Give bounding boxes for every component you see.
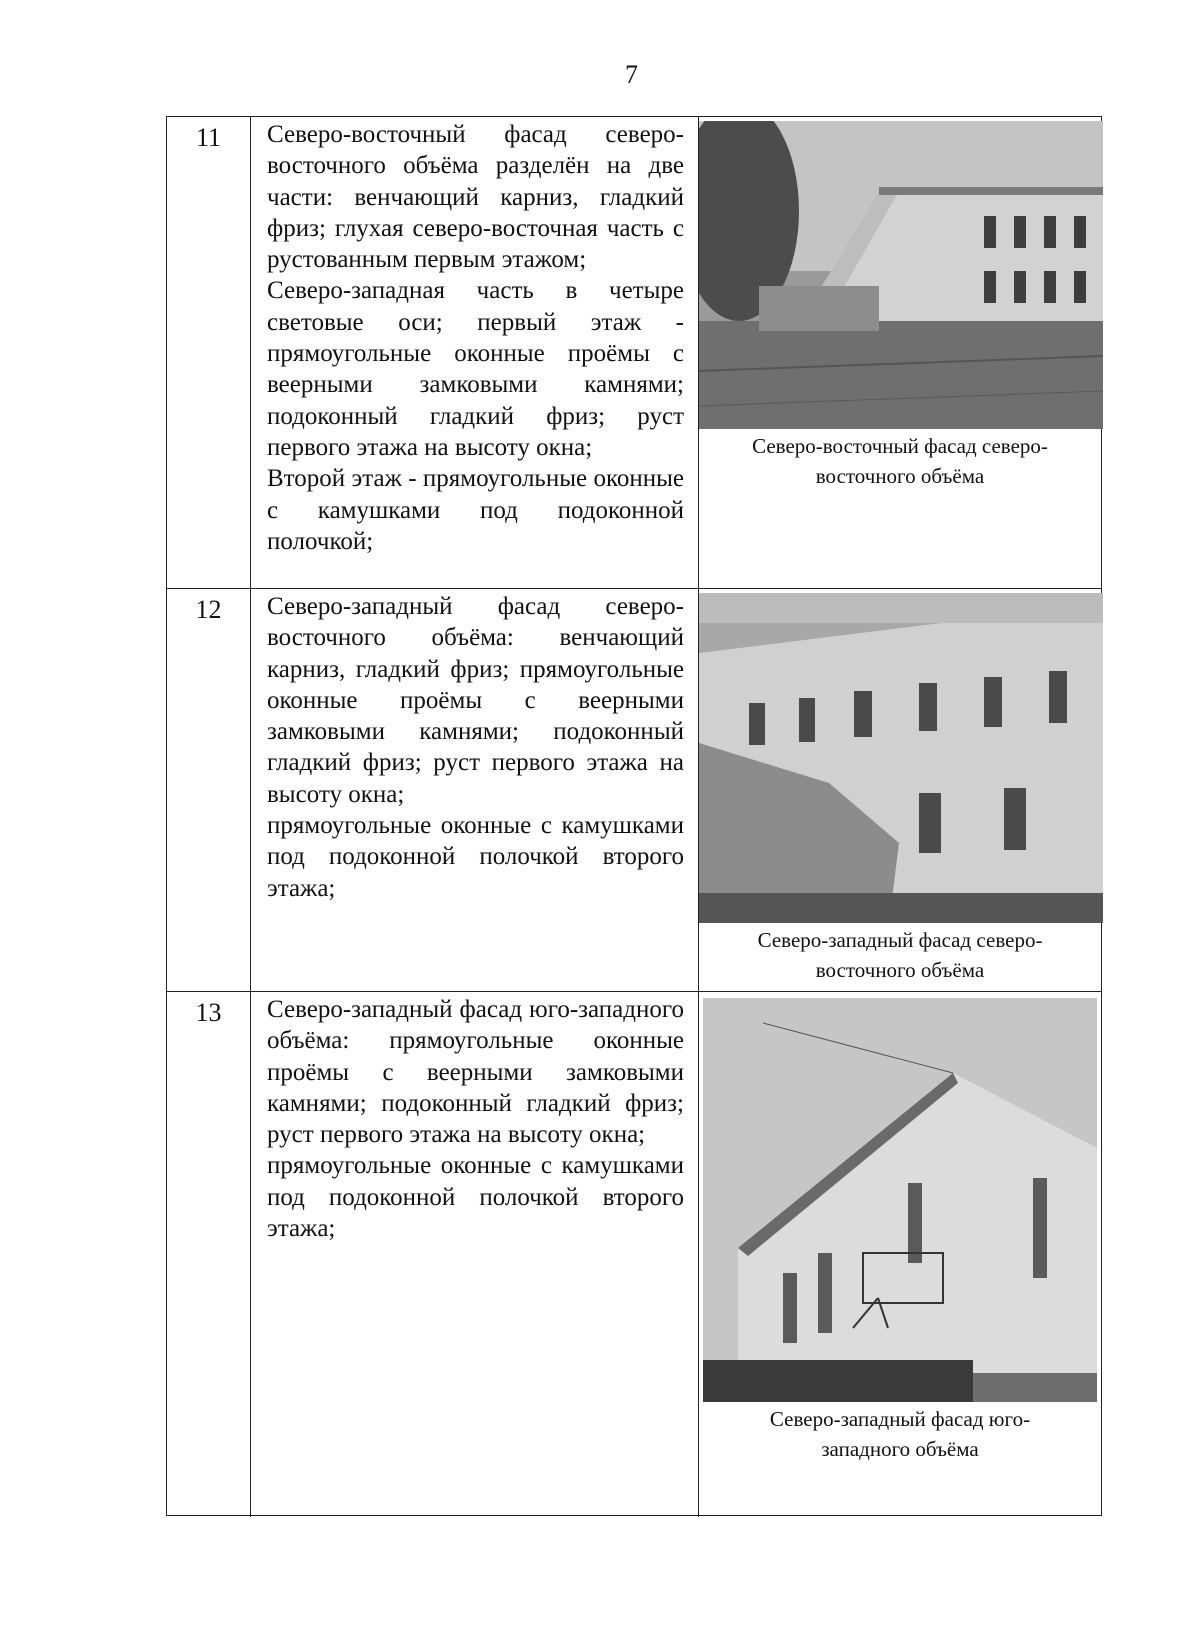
- facade-photo: [699, 593, 1103, 923]
- table-row: [167, 117, 1101, 588]
- facade-table: [166, 116, 1102, 1516]
- caption-line: Северо-восточный фасад северо-: [752, 434, 1048, 458]
- photo-cell: [699, 992, 1101, 1517]
- description-paragraph: Северо-западная часть в четыре световые оси; первый этаж - прямоугольные оконные проёмы с веерными замковыми камнями; подоконный гладкий фриз; руст первого этажа на высоту окна;: [267, 277, 684, 461]
- description-paragraph: прямоугольные оконные с камушками под подоконной полочкой второго этажа;: [267, 1152, 684, 1243]
- description-paragraph: Северо-западный фасад северо-восточного объёма: венчающий карниз, гладкий фриз; прямоугольные оконные проёмы с веерными замковыми камнями; подоконный гладкий фриз; руст первого этажа на высоту окна;: [267, 593, 684, 808]
- row-description: [251, 117, 699, 588]
- table-row: [167, 991, 1101, 1517]
- photo-cell: [699, 589, 1101, 991]
- caption-line: Северо-западный фасад юго-: [769, 1407, 1031, 1431]
- photo-caption: [699, 431, 1101, 491]
- facade-photo: [703, 998, 1097, 1402]
- description-paragraph: Второй этаж - прямоугольные оконные с камушками под подоконной полочкой;: [267, 465, 684, 555]
- description-paragraph: Северо-восточный фасад северо-восточного объёма разделён на две части: венчающий карниз, гладкий фриз; глухая северо-восточная часть с рустованным первым этажом;: [267, 121, 684, 274]
- row-number: 12: [167, 589, 251, 991]
- photo-caption: [699, 1404, 1101, 1464]
- row-number: 11: [167, 117, 251, 588]
- table-row: [167, 588, 1101, 991]
- photo-caption: [699, 925, 1101, 985]
- row-description: [251, 992, 699, 1517]
- caption-line: западного объёма: [821, 1437, 979, 1461]
- page-number: 7: [625, 60, 638, 89]
- caption-line: восточного объёма: [815, 958, 985, 982]
- row-number: 13: [167, 992, 251, 1517]
- caption-line: Северо-западный фасад северо-: [757, 928, 1043, 952]
- facade-photo: [699, 121, 1103, 429]
- description-paragraph: прямоугольные оконные с камушками под подоконной полочкой второго этажа;: [267, 812, 684, 902]
- row-description: [251, 589, 699, 991]
- caption-line: восточного объёма: [815, 464, 985, 488]
- description-paragraph: Северо-западный фасад юго-западного объёма: прямоугольные оконные проёмы с веерными замковыми камнями; подоконный гладкий фриз; руст первого этажа на высоту окна;: [267, 996, 684, 1149]
- photo-cell: [699, 117, 1101, 588]
